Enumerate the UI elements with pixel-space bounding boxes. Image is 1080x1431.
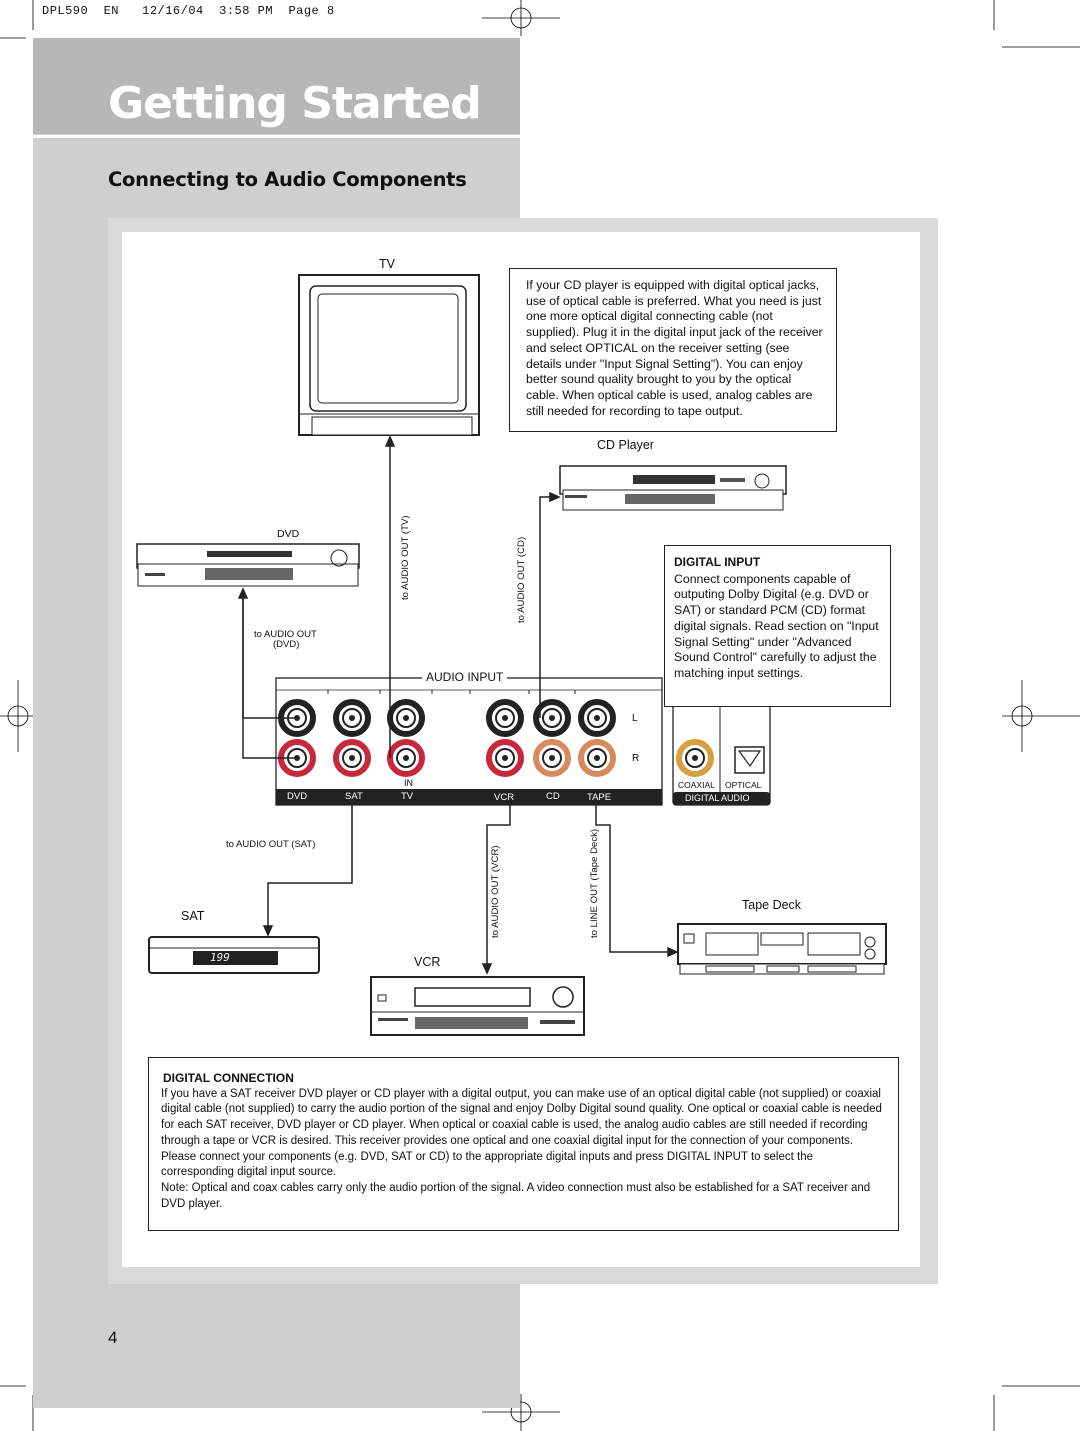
cable-label-tv: to AUDIO OUT (TV) bbox=[400, 515, 411, 600]
section-subtitle: Connecting to Audio Components bbox=[108, 168, 467, 191]
page-title: Getting Started bbox=[108, 78, 481, 129]
coaxial-label: COAXIAL bbox=[678, 780, 715, 790]
cable-label-dvd-1: to AUDIO OUT bbox=[254, 629, 317, 640]
tv-illustration bbox=[299, 275, 479, 435]
left-channel-label: L bbox=[632, 713, 638, 724]
jack-label-vcr: VCR bbox=[494, 792, 515, 803]
sat-display-readout: 199 bbox=[210, 951, 230, 964]
jack-label-tv: TV bbox=[401, 791, 414, 802]
cable-label-cd: to AUDIO OUT (CD) bbox=[516, 536, 527, 623]
jack-label-dvd: DVD bbox=[287, 791, 308, 802]
sat-label: SAT bbox=[181, 909, 205, 923]
vcr-illustration bbox=[371, 977, 584, 1035]
jack-label-sat: SAT bbox=[345, 791, 363, 802]
cd-player-label: CD Player bbox=[597, 438, 654, 452]
digital-input-note bbox=[664, 545, 891, 707]
optical-label: OPTICAL bbox=[725, 780, 762, 790]
cd-optical-note bbox=[509, 268, 837, 432]
cable-label-vcr: to AUDIO OUT (VCR) bbox=[490, 845, 501, 938]
right-channel-label: R bbox=[632, 753, 640, 764]
digital-connection-note-text: Note: Optical and coax cables carry only the audio portion of the signal. A video connection must also be established for a SAT receiver and DVD player. bbox=[161, 1181, 871, 1210]
jack-label-cd: CD bbox=[546, 791, 560, 802]
dvd-illustration bbox=[137, 544, 359, 586]
cable-label-dvd-2: (DVD) bbox=[273, 639, 300, 650]
digital-connection-note bbox=[148, 1057, 899, 1231]
digital-connection-body: If you have a SAT receiver DVD player or CD player with a digital output, you can make use of an optical digital cable (not supplied) or coaxial digital cable (not supplied) to carry the audio portion of the signal and enjoy Dolby Digital sound quality. One optical or coaxial cable is needed for each SAT receiver, DVD player or CD player. When optical or coaxial cable is used, the analog audio cables are still needed if recording through a tape or VCR is desired. This receiver provides one optical and one coaxial digital input for the connection of your components. Please connect your components (e.g. DVD, SAT or CD) to the appropriate digital inputs and press DIGITAL INPUT to select the corresponding digital input source. bbox=[161, 1087, 882, 1179]
cd-player-illustration bbox=[560, 466, 786, 510]
audio-input-header: AUDIO INPUT bbox=[422, 670, 507, 684]
digital-input-body: Connect components capable of outputing Dolby Digital (e.g. DVD or SAT) or standard PCM (CD) format digital signals. Read section on "Input Signal Setting" under "Advanced Sound Control" carefully to adjust the matching input settings. bbox=[674, 571, 879, 680]
digital-connection-heading: DIGITAL CONNECTION bbox=[163, 1071, 294, 1085]
jack-label-tape: TAPE bbox=[587, 792, 612, 803]
sat-illustration bbox=[149, 937, 319, 973]
tv-label: TV bbox=[379, 257, 395, 271]
tape-deck-label: Tape Deck bbox=[742, 898, 802, 912]
cable-label-sat: to AUDIO OUT (SAT) bbox=[226, 839, 316, 850]
in-label: IN bbox=[404, 778, 413, 788]
tape-deck-illustration bbox=[678, 924, 886, 974]
cable-label-tape: to LINE OUT (Tape Deck) bbox=[589, 828, 600, 938]
vcr-label: VCR bbox=[414, 955, 441, 969]
cd-optical-note-text: If your CD player is equipped with digital optical jacks, use of optical cable is preferred. What you need is just one more optical digital connecting cable (not supplied). Plug it in the digital input jack of the receiver and select OPTICAL on the receiver setting (see details under "Input Signal Setting"). You can enjoy better sound quality brought to you by the optical cable. When optical cable is used, analog cables are still needed for recording to tape output. bbox=[526, 278, 823, 418]
print-header: DPL590 EN 12/16/04 3:58 PM Page 8 bbox=[42, 4, 335, 18]
page-number: 4 bbox=[108, 1328, 118, 1347]
digital-input-heading: DIGITAL INPUT bbox=[674, 555, 761, 569]
dvd-label: DVD bbox=[277, 528, 300, 540]
digital-audio-label: DIGITAL AUDIO bbox=[685, 793, 750, 803]
